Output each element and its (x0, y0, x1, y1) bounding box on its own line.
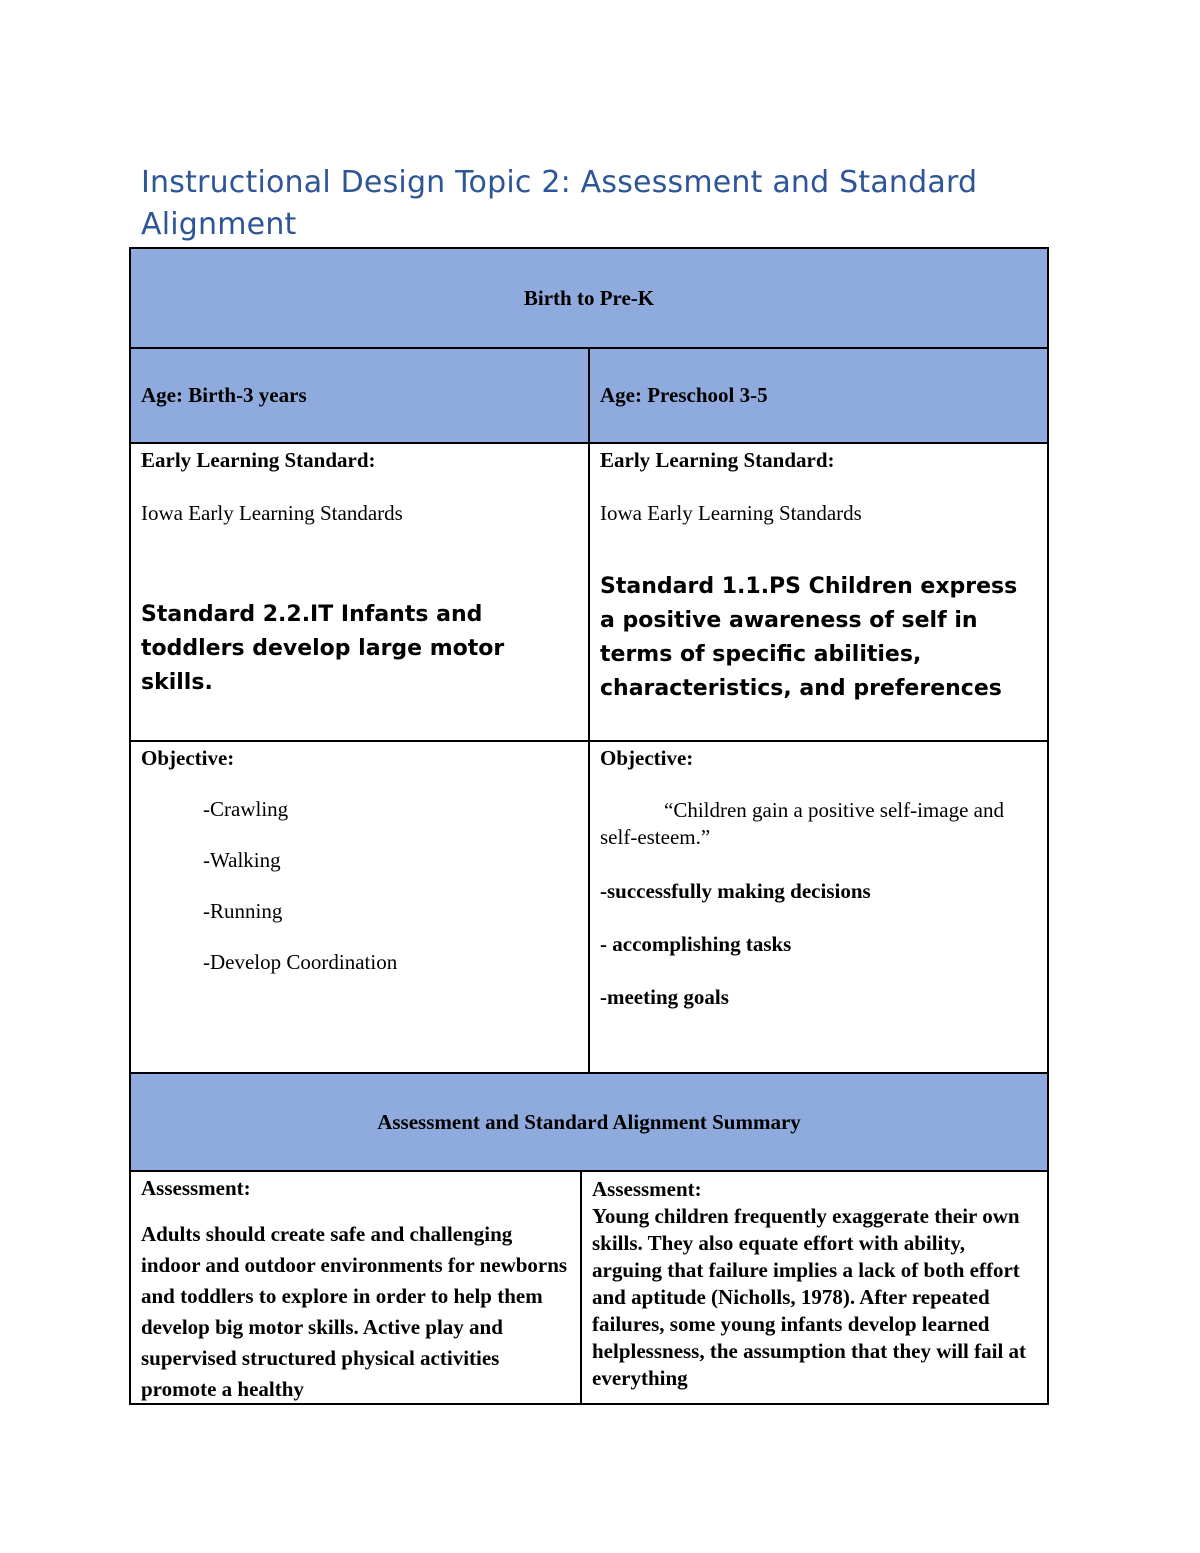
objective-item: -Develop Coordination (203, 950, 398, 974)
objective-item: -successfully making decisions (600, 879, 871, 903)
standard-source: Iowa Early Learning Standards (600, 501, 862, 525)
assessment-text: Adults should create safe and challenging indoor and outdoor environments for newborns and toddlers to explore in order to help them develop big motor skills. Active play and supervised structured physical activities promote a healthy (141, 1222, 568, 1401)
standard-label: Early Learning Standard: (600, 448, 835, 472)
objective-item: -meeting goals (600, 985, 729, 1009)
age-preschool-cell: Age: Preschool 3-5 (589, 348, 1048, 443)
summary-header: Assessment and Standard Alignment Summary (130, 1073, 1048, 1171)
objective-cell-left (130, 741, 589, 1073)
standard-text: Standard 2.2.IT Infants and toddlers develop large motor skills. (141, 602, 505, 695)
objective-item: -Running (203, 899, 283, 923)
assessment-text: Young children frequently exaggerate their own skills. They also equate effort with ability, arguing that failure implies a lack of both effort and aptitude (Nicholls, 1978). After repeated failures, some young infants develop learned helplessness, the assumption that they will fail at everything (592, 1204, 1027, 1390)
objective-item: - accomplishing tasks (600, 932, 792, 956)
objective-label: Objective: (600, 746, 694, 770)
document-title: Instructional Design Topic 2: Assessment and Standard Alignment (141, 165, 978, 242)
objective-quote: “Children gain a positive self-image and self-esteem.” (600, 798, 1004, 849)
objective-item: -Crawling (203, 797, 289, 821)
objective-cell-right (589, 741, 1048, 1073)
summary-table (129, 1072, 1049, 1405)
objective-label: Objective: (141, 746, 235, 770)
standard-text: Standard 1.1.PS Children express a positive awareness of self in terms of specific abilities, characteristics, and preferences (600, 574, 1018, 701)
assessment-cell-left (130, 1171, 581, 1404)
assessment-label: Assessment: (141, 1176, 251, 1200)
age-birth-3-cell: Age: Birth-3 years (130, 348, 589, 443)
objective-item: -Walking (203, 848, 281, 872)
assessment-cell-right (581, 1171, 1048, 1404)
birth-to-prek-header: Birth to Pre-K (130, 248, 1048, 348)
standard-cell-right (589, 443, 1048, 741)
standard-label: Early Learning Standard: (141, 448, 376, 472)
assessment-label: Assessment: (592, 1177, 702, 1201)
standards-table (129, 247, 1049, 1074)
standard-source: Iowa Early Learning Standards (141, 501, 403, 525)
standard-cell-left (130, 443, 589, 741)
